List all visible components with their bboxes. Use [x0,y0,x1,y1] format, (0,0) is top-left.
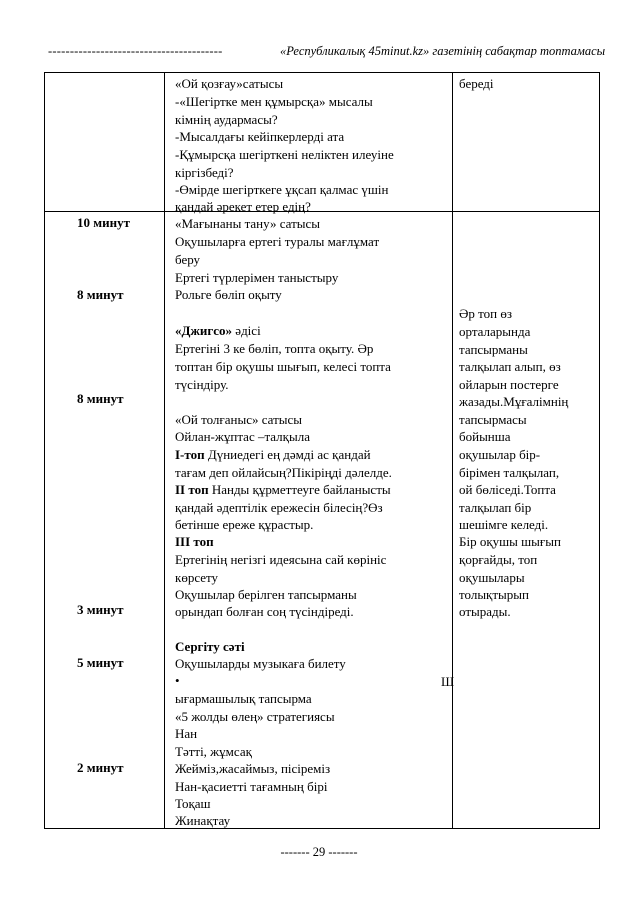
table-border-top [44,72,600,73]
row1-line: кімнің аудармасы? [175,112,278,127]
notes-line: тапсырмасы [459,412,527,427]
notes-line: оқушылары [459,570,525,585]
time-label: 8 минут [77,287,124,302]
group-label: ІІ топ [175,482,209,497]
time-label: 10 минут [77,215,130,230]
header-title: «Республикалық 45minut.kz» газетінің сабақтар топтамасы [280,44,606,58]
content-line: «Мағынаны тану» сатысы [175,216,320,231]
notes-line: бойынша [459,429,511,444]
notes-line: жазады.Мұғалімнің [459,394,569,409]
content-line [175,446,371,464]
notes-line: қорғайды, топ [459,552,538,567]
content-line: Тоқаш [175,796,211,811]
content-line: тағам деп ойлайсың?Пікіріңді дәлелде. [175,465,392,480]
content-line: «5 жолды өлең» стратегиясы [175,709,335,724]
group-task: Нанды құрметтеуге байланысты [208,482,391,497]
method-suffix: әдісі [232,323,261,338]
notes-line: тапсырманы [459,342,528,357]
notes-line: талқылап алып, өз [459,359,561,374]
group-task: Дүниедегі ең дәмді ас қандай [204,447,371,462]
row1-line: -«Шегіртке мен құмырсқа» мысалы [175,94,373,109]
content-line [175,322,261,340]
notes-line: толықтырып [459,587,529,602]
table-border-left [44,72,45,829]
notes-line: Бір оқушы шығып [459,534,561,549]
notes-line: отырады. [459,604,511,619]
row1-notes: береді [459,76,494,91]
content-line: қандай әдептілік ережесін білесің?Өз [175,500,383,515]
time-label: 3 минут [77,602,124,617]
content-line: Тәтті, жұмсақ [175,744,252,759]
table-border-col1 [164,72,165,829]
time-label: 8 минут [77,391,124,406]
content-line: «Ой толғаныс» сатысы [175,412,303,427]
content-line: Нан [175,726,198,741]
content-line: Оқушыларды музыкаға билету [175,656,346,671]
notes-line: ой бөліседі.Топта [459,482,556,497]
notes-line: бірімен талқылап, [459,465,560,480]
content-line: орындап болған соң түсіндіреді. [175,604,354,619]
content-line: көрсету [175,570,219,585]
content-line: Оқушылар берілген тапсырманы [175,587,357,602]
content-line: бетінше ереже құрастыр. [175,517,314,532]
table-border-right [599,72,600,829]
row1-line: -Құмырсқа шегірткені неліктен илеуіне [175,147,394,162]
notes-line: шешімге келеді. [459,517,549,532]
row1-line: қандай әрекет етер едің? [175,199,311,214]
content-line: Оқушыларға ертегі туралы мағлұмат [175,234,380,249]
notes-line: орталарында [459,324,531,339]
content-line: Жинақтау [175,813,231,828]
page-header [48,44,608,62]
content-line: топтан бір оқушы шығып, келесі топта [175,359,391,374]
row1-line: «Ой қозғау»сатысы [175,76,284,91]
content-line: Ертегіні 3 ке бөліп, топта оқыту. Әр [175,341,374,356]
method-name: «Джигсо» [175,323,233,338]
content-line: Ертегінің негізгі идеясына сай көрініс [175,552,387,567]
notes-line: талқылап бір [459,500,532,515]
content-line: Рольге бөліп оқыту [175,287,282,302]
page-number: ------- 29 ------- [280,845,358,859]
content-line: Нан-қасиетті тағамның бірі [175,779,328,794]
table-border-bottom [44,828,600,829]
section-heading: Сергіту сәті [175,639,245,654]
row1-line: -Өмірде шегірткеге ұқсап қалмас үшін [175,182,389,197]
notes-line: ойларын постерге [459,377,559,392]
group-label: ІІІ топ [175,534,214,549]
header-dashes: ---------------------------------------- [48,44,223,58]
row1-line: кіргізбеді? [175,165,234,180]
content-line: Ертегі түрлерімен таныстыру [175,270,339,285]
content-line: Ш [441,674,455,689]
lesson-table [44,72,600,829]
content-line: Жейміз,жасаймыз, пісіреміз [175,761,331,776]
content-line [175,481,391,499]
group-label: І-топ [175,447,205,462]
content-line: Ойлан-жұптас –талқыла [175,429,310,444]
content-line: ығармашылық тапсырма [175,691,312,706]
time-label: 5 минут [77,655,124,670]
content-line: түсіндіру. [175,377,229,392]
notes-line: оқушылар бір- [459,447,541,462]
table-row-divider [44,211,600,212]
notes-line: Әр топ өз [459,306,512,321]
bullet-icon: • [175,673,180,688]
table-border-col2 [452,72,453,829]
content-line: беру [175,252,201,267]
time-label: 2 минут [77,760,124,775]
row1-line: -Мысалдағы кейіпкерлерді ата [175,129,345,144]
